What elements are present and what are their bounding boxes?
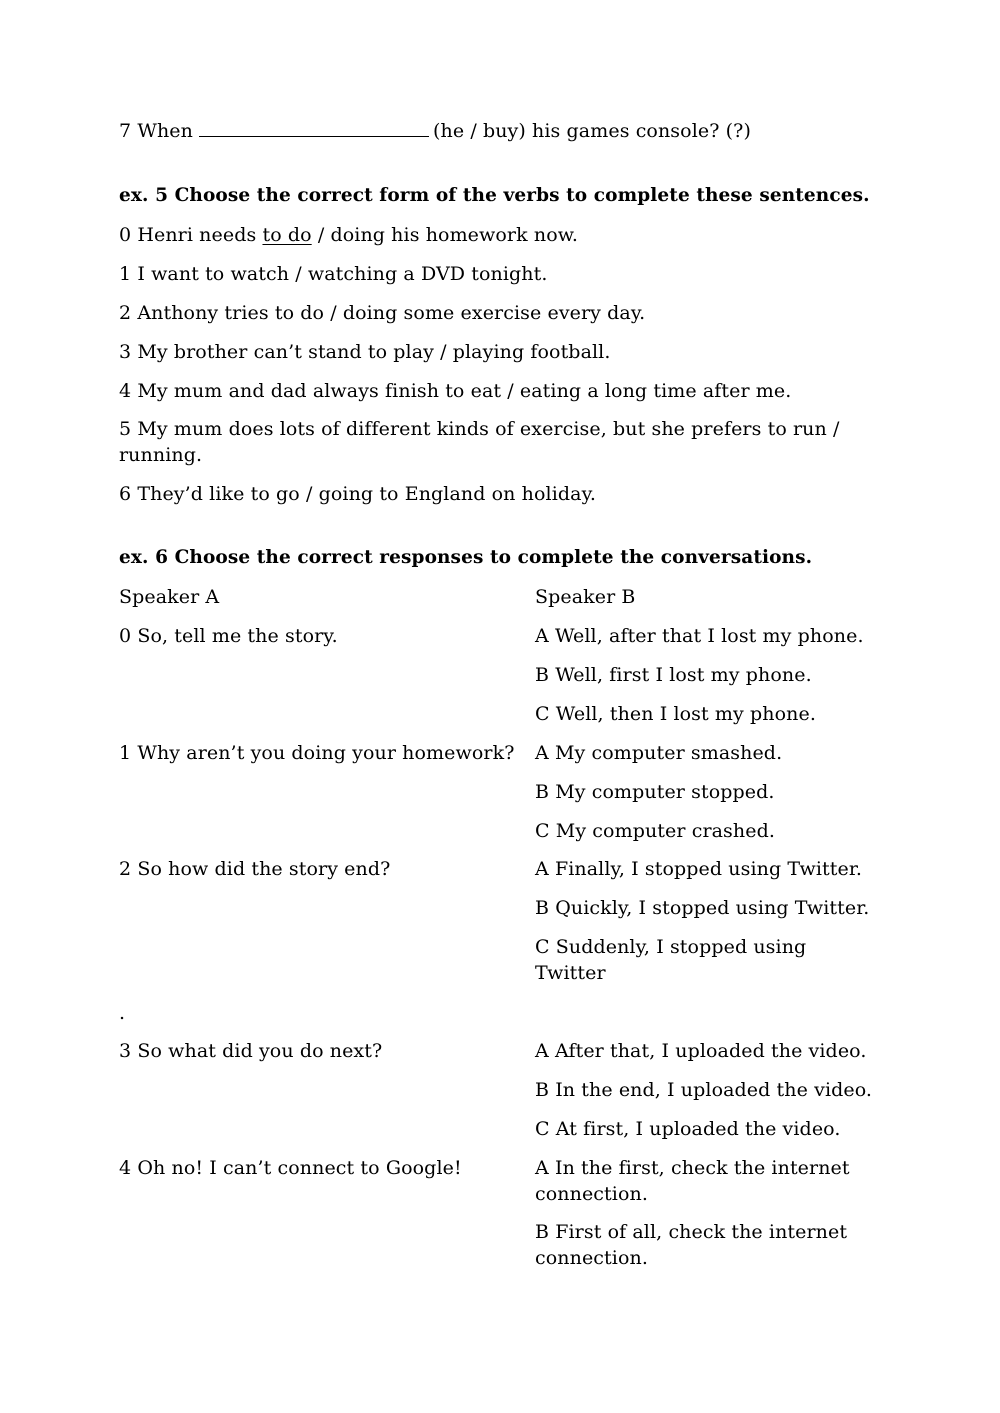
conversation-1-option-b[interactable]: B My computer stopped.: [535, 781, 775, 803]
conversation-4-prompt: 4 Oh no! I can’t connect to Google!: [119, 1157, 462, 1179]
conversation-1-option-c[interactable]: C My computer crashed.: [535, 820, 775, 842]
conversation-2-option-c[interactable]: C Suddenly, I stopped using Twitter: [535, 936, 807, 984]
stray-period: .: [119, 1002, 126, 1024]
ex5-example-suffix: / doing his homework now.: [311, 224, 578, 246]
ex4-item-7-suffix: (he / buy) his games console? (?): [432, 120, 751, 142]
ex5-heading: ex. 5 Choose the correct form of the verbs to complete these sentences.: [119, 185, 870, 206]
conversation-4-option-b[interactable]: B First of all, check the internet connection.: [535, 1221, 848, 1269]
conversation-3-prompt: 3 So what did you do next?: [119, 1040, 383, 1062]
ex5-item-3[interactable]: 3 My brother can’t stand to play / playing football.: [119, 341, 611, 363]
conversation-1-prompt: 1 Why aren’t you doing your homework?: [119, 742, 515, 764]
conversation-1-option-a[interactable]: A My computer smashed.: [535, 742, 783, 764]
conversation-0-option-b[interactable]: B Well, first I lost my phone.: [535, 664, 812, 686]
conversation-3-option-c[interactable]: C At first, I uploaded the video.: [535, 1118, 841, 1140]
ex5-item-5[interactable]: 5 My mum does lots of different kinds of exercise, but she prefers to run / running.: [119, 418, 840, 466]
ex5-item-2[interactable]: 2 Anthony tries to do / doing some exercise every day.: [119, 302, 646, 324]
conversation-4-option-a[interactable]: A In the first, check the internet connection.: [535, 1157, 850, 1205]
conversation-2-option-a[interactable]: A Finally, I stopped using Twitter.: [535, 858, 863, 880]
conversation-3-option-a[interactable]: A After that, I uploaded the video.: [535, 1040, 867, 1062]
answer-blank[interactable]: [199, 118, 429, 137]
ex5-example: [119, 222, 578, 248]
conversation-2-option-b[interactable]: B Quickly, I stopped using Twitter.: [535, 897, 870, 919]
ex5-item-4[interactable]: 4 My mum and dad always finish to eat / eating a long time after me.: [119, 380, 792, 402]
ex5-item-6[interactable]: 6 They’d like to go / going to England on holiday.: [119, 483, 597, 505]
conversation-2-prompt: 2 So how did the story end?: [119, 858, 391, 880]
ex4-item-7-prefix: 7 When: [119, 120, 193, 142]
speaker-b-header: Speaker B: [535, 586, 636, 608]
conversation-0-prompt: 0 So, tell me the story.: [119, 625, 338, 647]
ex4-item-7: [119, 118, 751, 144]
ex5-example-prefix: 0 Henri needs: [119, 224, 263, 246]
ex6-heading: ex. 6 Choose the correct responses to complete the conversations.: [119, 547, 813, 568]
ex5-example-answer: to do: [262, 224, 312, 246]
conversation-3-option-b[interactable]: B In the end, I uploaded the video.: [535, 1079, 873, 1101]
conversation-0-option-c[interactable]: C Well, then I lost my phone.: [535, 703, 816, 725]
conversation-0-option-a[interactable]: A Well, after that I lost my phone.: [535, 625, 864, 647]
speaker-a-header: Speaker A: [119, 586, 220, 608]
ex5-item-1[interactable]: 1 I want to watch / watching a DVD tonight.: [119, 263, 548, 285]
